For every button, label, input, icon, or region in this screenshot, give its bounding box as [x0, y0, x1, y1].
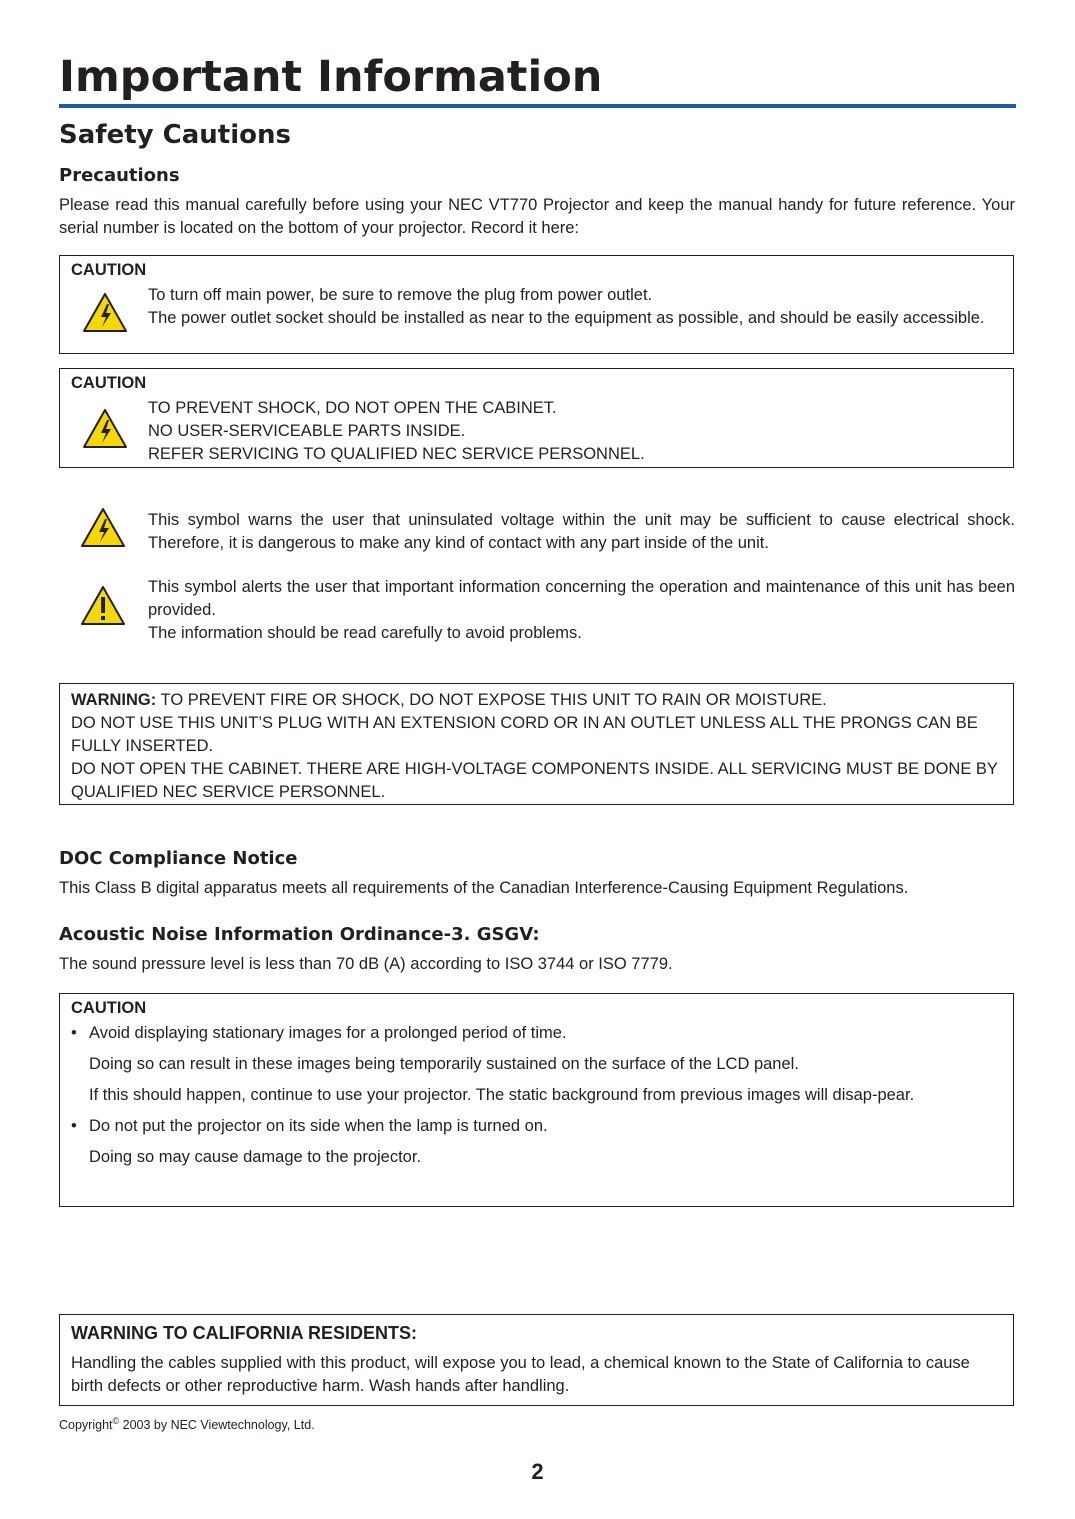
page-number: 2 — [531, 1459, 544, 1484]
caution-text: NO USER-SERVICEABLE PARTS INSIDE. — [148, 422, 466, 440]
list-item-text: Do not put the projector on its side when the lamp is turned on. — [89, 1117, 548, 1135]
warning-text: TO PREVENT FIRE OR SHOCK, DO NOT EXPOSE THIS UNIT TO RAIN OR MOISTURE. — [156, 691, 827, 709]
caution-text: The power outlet socket should be installed as near to the equipment as possible, and should be easily accessible. — [148, 309, 985, 327]
list-item — [71, 1115, 991, 1138]
bullet: • — [71, 1117, 77, 1135]
list-item-text: Avoid displaying stationary images for a prolonged period of time. — [89, 1024, 567, 1042]
warning-line: DO NOT USE THIS UNIT’S PLUG WITH AN EXTENSION CORD OR IN AN OUTLET UNLESS ALL THE PRONGS CAN BE FULLY INSERTED. — [71, 714, 978, 755]
warning-line: DO NOT OPEN THE CABINET. THERE ARE HIGH-VOLTAGE COMPONENTS INSIDE. ALL SERVICING MUST BE DONE BY QUALIFIED NEC SERVICE PERSONNEL. — [71, 760, 998, 801]
acoustic-heading: Acoustic Noise Information Ordinance-3. GSGV: — [59, 924, 540, 945]
precautions-heading: Precautions — [59, 165, 180, 186]
california-heading: WARNING TO CALIFORNIA RESIDENTS: — [71, 1323, 417, 1343]
list-sub-text: If this should happen, continue to use your projector. The static background from previous images will disap-pear. — [89, 1086, 915, 1104]
section-title: Safety Cautions — [59, 120, 291, 150]
list-sub-text: Doing so can result in these images being temporarily sustained on the surface of the LCD panel. — [89, 1055, 799, 1073]
caution-box-usage — [59, 993, 1014, 1207]
california-text: Handling the cables supplied with this product, will expose you to lead, a chemical known to the State of California to cause birth defects or other reproductive harm. Wash hands after handling. — [71, 1354, 970, 1395]
electric-shock-icon — [82, 407, 128, 449]
caution-text: To turn off main power, be sure to remove the plug from power outlet. — [148, 286, 653, 304]
copyright-symbol: © — [112, 1416, 120, 1426]
voltage-symbol-text: This symbol warns the user that uninsulated voltage within the unit may be sufficient to cause electrical shock. Therefore, it is dangerous to make any kind of contact with any part inside of the unit. — [148, 511, 1015, 552]
caution-label: CAUTION — [71, 999, 147, 1017]
copyright — [59, 1416, 315, 1432]
exclamation-warning-icon — [80, 584, 126, 626]
caution-text: REFER SERVICING TO QUALIFIED NEC SERVICE PERSONNEL. — [148, 445, 645, 463]
warning-box — [59, 683, 1014, 805]
precautions-text: Please read this manual carefully before using your NEC VT770 Projector and keep the manual handy for future reference. Your serial number is located on the bottom of your projector. Record it here: — [59, 196, 1015, 237]
electric-shock-icon — [82, 291, 128, 333]
caution-text: TO PREVENT SHOCK, DO NOT OPEN THE CABINET. — [148, 399, 557, 417]
doc-heading: DOC Compliance Notice — [59, 848, 298, 869]
warning-label: WARNING: — [71, 691, 157, 709]
warning-line — [71, 689, 1006, 712]
alert-symbol-text: The information should be read carefully to avoid problems. — [148, 624, 582, 642]
caution-box-power — [59, 255, 1014, 354]
caution-box-shock — [59, 368, 1014, 468]
acoustic-text: The sound pressure level is less than 70 dB (A) according to ISO 3744 or ISO 7779. — [59, 955, 673, 973]
caution-label: CAUTION — [71, 261, 147, 279]
page-title: Important Information — [59, 52, 603, 102]
bullet: • — [71, 1024, 77, 1042]
list-item — [71, 1022, 991, 1045]
electric-shock-icon — [80, 506, 126, 548]
doc-text: This Class B digital apparatus meets all requirements of the Canadian Interference-Causing Equipment Regulations. — [59, 879, 909, 897]
title-rule — [59, 104, 1016, 108]
copyright-text: 2003 by NEC Viewtechnology, Ltd. — [119, 1418, 315, 1433]
alert-symbol-text: This symbol alerts the user that important information concerning the operation and maintenance of this unit has been provided. — [148, 578, 1015, 619]
caution-label: CAUTION — [71, 374, 147, 392]
copyright-prefix: Copyright — [59, 1418, 113, 1433]
california-warning-box — [59, 1314, 1014, 1406]
list-sub-text: Doing so may cause damage to the projector. — [89, 1148, 422, 1166]
